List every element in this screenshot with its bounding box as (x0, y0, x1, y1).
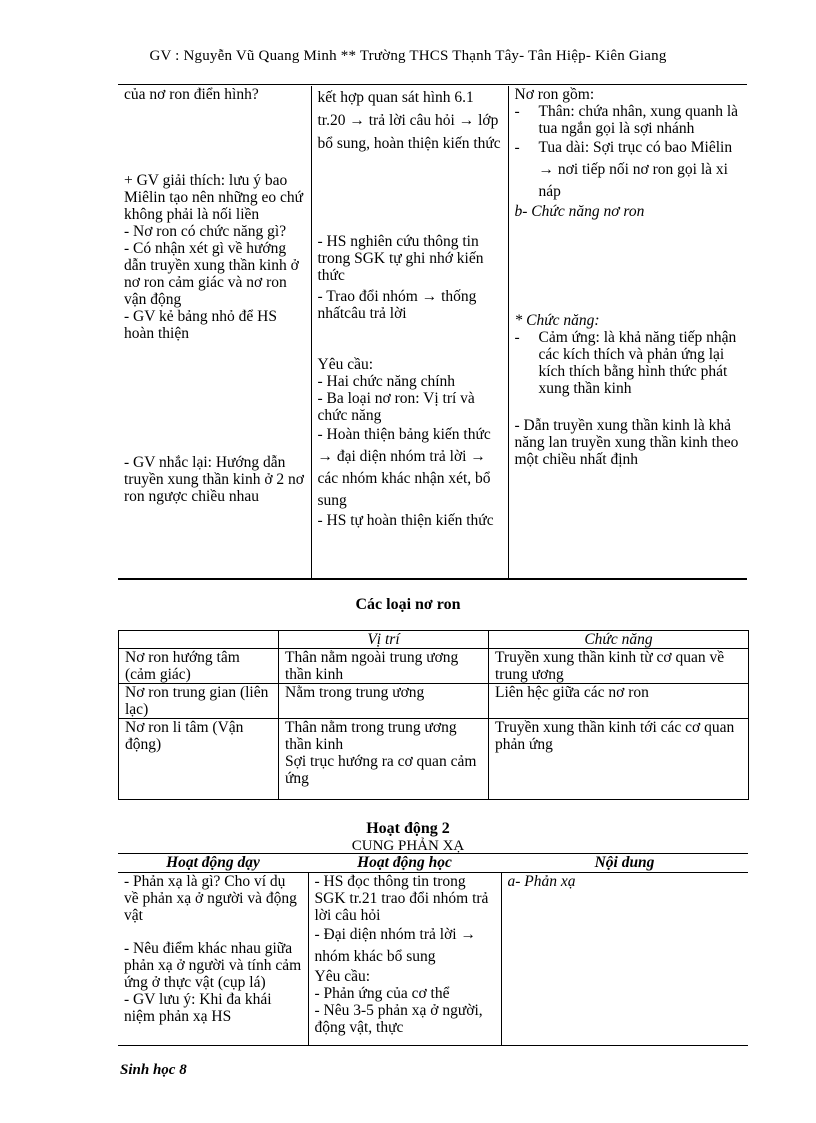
list-item: - Cảm ứng: là khả năng tiếp nhận các kích thích và phản ứng lại kích thích bằng hình thức phát xung thần kinh (515, 329, 742, 397)
student-task: - HS nghiên cứu thông tin trong SGK tự ghi nhớ kiến thức (317, 233, 484, 284)
table-header (119, 631, 279, 649)
table-header: Vị trí (279, 631, 489, 649)
teacher-note: - GV kẻ bảng nhỏ để HS hoàn thiện (124, 308, 277, 342)
table-cell: Truyền xung thần kinh tới các cơ quan phản ứng (489, 719, 749, 800)
table-header: Hoạt động học (308, 854, 501, 873)
student-requirement: - Phản ứng của cơ thể (314, 985, 450, 1002)
function-heading: b- Chức năng nơ ron (514, 203, 645, 220)
page-footer: Sinh học 8 (120, 1062, 187, 1078)
functions-list (515, 329, 742, 397)
teacher-question: - Có nhận xét gì về hướng dẫn truyền xung thần kinh ở nơ ron cảm giác và nơ ron vận động (124, 240, 299, 308)
table-header: Chức năng (489, 631, 749, 649)
table-row (119, 684, 749, 719)
list-item: - Thân: chứa nhân, xung quanh là tua ngắn gọi là sợi nhánh (515, 103, 742, 137)
student-task: - Đại diện nhóm trả lời → nhóm khác bổ sung (314, 926, 476, 965)
teaching-column (118, 873, 308, 1046)
list-item: - Tua dài: Sợi trục có bao Miêlin → nơi tiếp nối nơ ron gọi là xi náp (515, 137, 742, 203)
content-column (501, 873, 748, 1046)
reflex-heading: a- Phản xạ (507, 873, 576, 890)
neuron-parts-list (515, 103, 742, 203)
table-cell: Nơ ron hướng tâm (cảm giác) (119, 649, 279, 684)
table-cell: Nằm trong trung ương (279, 684, 489, 719)
teacher-question: của nơ ron điển hình? (124, 86, 259, 103)
neuron-types-table (118, 630, 749, 800)
table-row (119, 649, 749, 684)
table-header: Nội dung (501, 854, 748, 873)
student-task: - HS đọc thông tin trong SGK tr.21 trao đổi nhóm trả lời câu hỏi (314, 873, 489, 924)
neuron-structure-intro: Nơ ron gồm: (514, 86, 595, 103)
student-task: kết hợp quan sát hình 6.1 tr.20 → trả lời câu hỏi → lớp bổ sung, hoàn thiện kiến thức (317, 89, 501, 152)
table-cell: Thân nằm trong trung ương thần kinh Sợi trục hướng ra cơ quan cảm ứng (279, 719, 489, 800)
student-task: - Trao đổi nhóm → thống nhấtcâu trả lời (317, 288, 477, 322)
conduction-text: - Dẫn truyền xung thần kinh là khả năng lan truyền xung thần kinh theo một chiều nhất định (514, 417, 739, 468)
table-cell: Truyền xung thần kinh từ cơ quan về trung ương (489, 649, 749, 684)
teacher-note: + GV giải thích: lưu ý bao Miêlin tạo nên những eo chứ không phải là nối liền (124, 172, 304, 223)
student-requirement: - Ba loại nơ ron: Vị trí và chức năng (317, 390, 475, 424)
teacher-note: - GV nhắc lại: Hướng dẫn truyền xung thần kinh ở 2 nơ ron ngược chiều nhau (124, 454, 304, 505)
learning-column (311, 86, 508, 579)
neuron-types-title: Các loại nơ ron (355, 596, 461, 613)
activity-1-table (118, 86, 747, 580)
activity-2-title: Hoạt động 2 (366, 820, 450, 837)
student-requirement: - HS tự hoàn thiện kiến thức (317, 512, 494, 529)
student-requirement: - Nêu 3-5 phản xạ ở người, động vật, thực (314, 1002, 483, 1036)
content-column (508, 86, 747, 579)
student-requirement-label: Yêu cầu: (317, 356, 374, 373)
teacher-question: - Phản xạ là gì? Cho ví dụ về phản xạ ở người và động vật (124, 873, 297, 924)
teacher-question: - Nêu điểm khác nhau giữa phản xạ ở người và tính cảm ứng ở thực vật (cụp lá) (124, 940, 302, 991)
table-cell: Nơ ron trung gian (liên lạc) (119, 684, 279, 719)
activity-2-table (118, 853, 748, 1046)
table-cell: Liên hệc giữa các nơ ron (489, 684, 749, 719)
teaching-column (118, 86, 311, 579)
student-requirement: - Hai chức năng chính (317, 373, 456, 390)
header-divider (118, 84, 747, 85)
table-cell: Thân nằm ngoài trung ương thần kinh (279, 649, 489, 684)
teacher-note: - GV lưu ý: Khi đa khái niệm phản xạ HS (124, 991, 272, 1025)
teacher-question: - Nơ ron có chức năng gì? (124, 223, 287, 240)
student-requirement-label: Yêu cầu: (314, 968, 371, 985)
table-row (119, 719, 749, 800)
table-header: Hoạt động dạy (118, 854, 308, 873)
function-subheading: * Chức năng: (514, 312, 600, 329)
activity-2-subtitle: CUNG PHẢN XẠ (351, 838, 465, 854)
student-requirement: - Hoàn thiện bảng kiến thức → đại diện nhóm trả lời → các nhóm khác nhận xét, bổ sung (317, 426, 491, 509)
page-header: GV : Nguyễn Vũ Quang Minh ** Trường THCS Thạnh Tây- Tân Hiệp- Kiên Giang (149, 48, 667, 64)
table-cell: Nơ ron li tâm (Vận động) (119, 719, 279, 800)
learning-column (308, 873, 501, 1046)
